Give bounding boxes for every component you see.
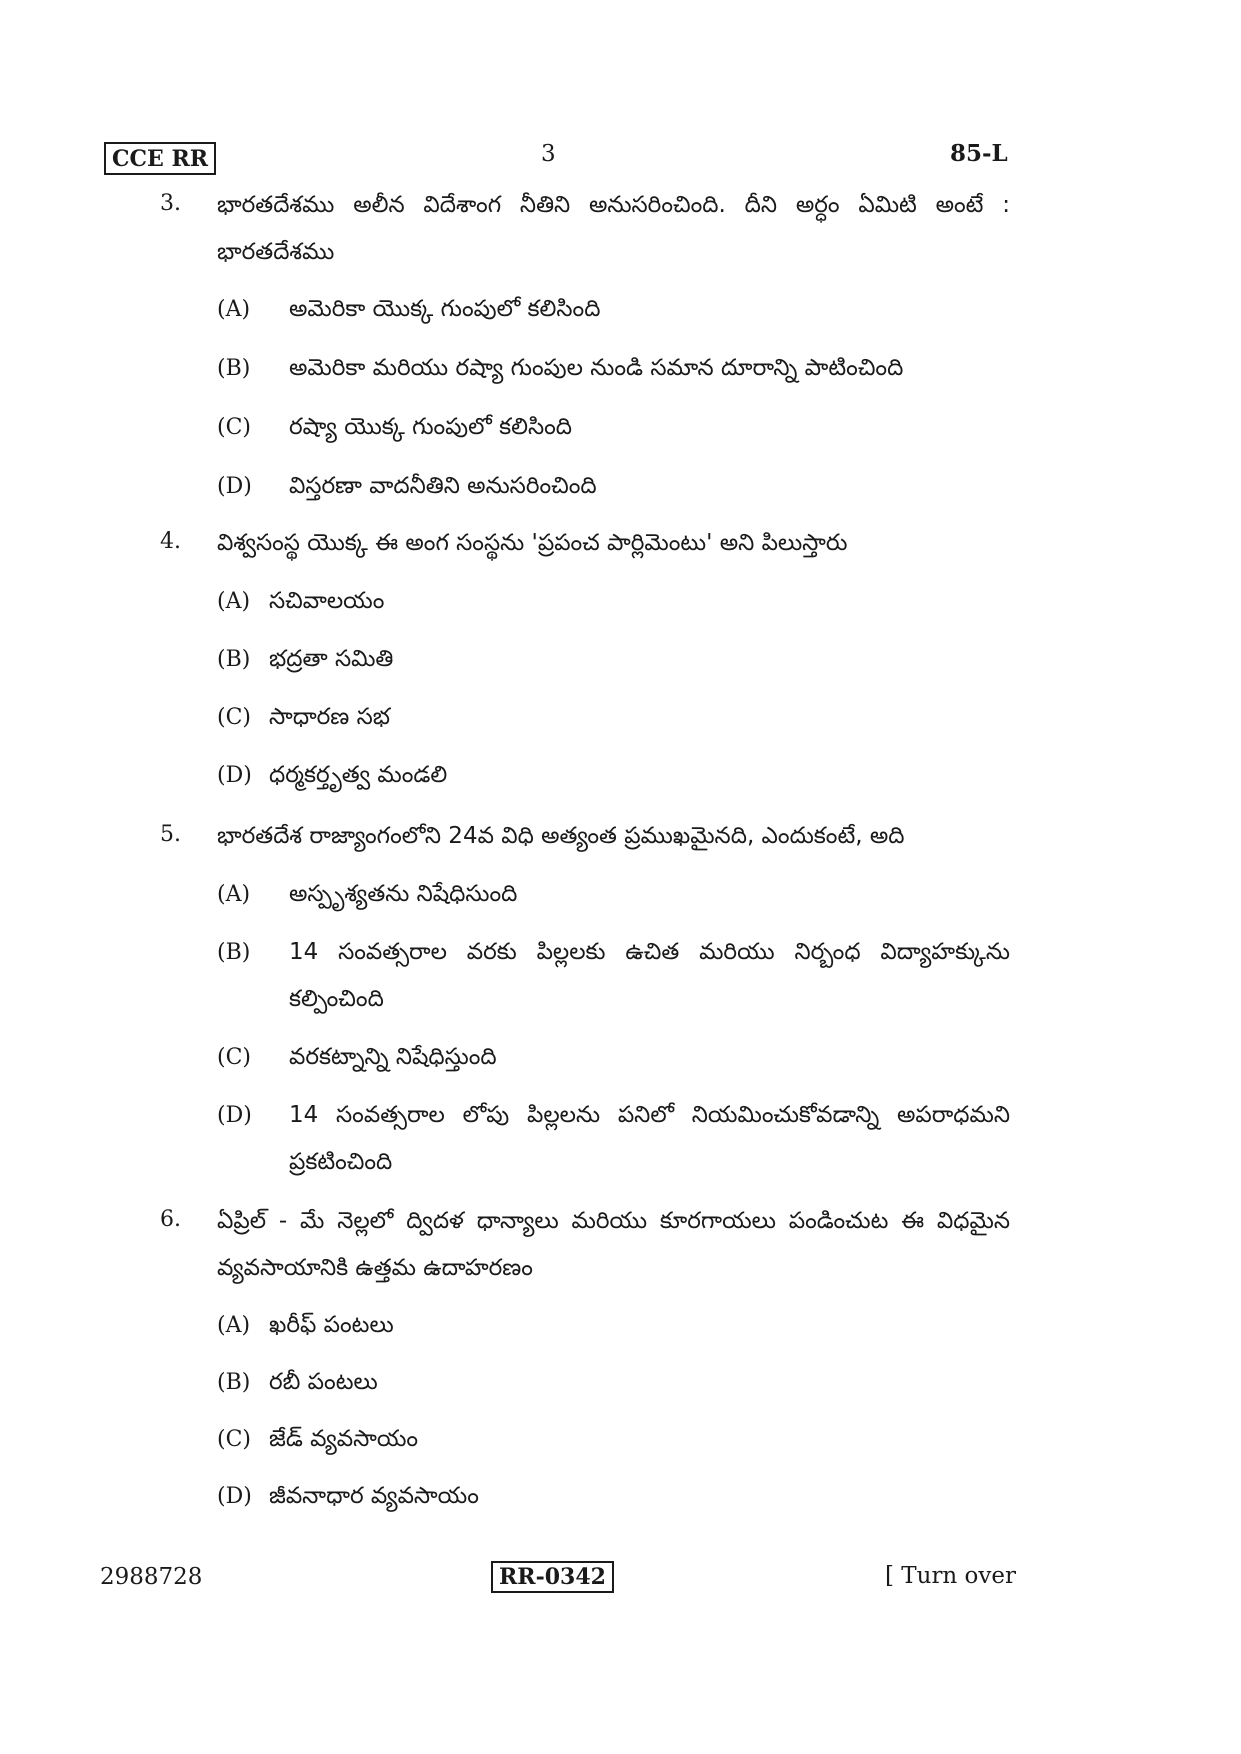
turn-over-note: [ Turn over — [885, 1563, 1017, 1589]
paper-code-box: RR-0342 — [491, 1561, 614, 1593]
option-b — [217, 636, 1010, 683]
option-label: (A) — [217, 297, 251, 322]
option-label: (A) — [217, 1313, 251, 1338]
option-a — [217, 286, 1010, 333]
question-text: భారతదేశ రాజ్యాంగంలోని 24వ విధి అత్యంత ప్రముఖమైనది, ఎందుకంటే, అది — [217, 823, 905, 849]
option-d — [217, 1092, 1010, 1186]
option-text: సాధారణ సభ — [269, 704, 390, 730]
question-text: విశ్వసంస్థ యొక్క ఈ అంగ సంస్థను 'ప్రపంచ పార్లిమెంటు' అని పిలుస్తారు — [217, 530, 848, 556]
option-d — [217, 1473, 1010, 1520]
serial-number: 2988728 — [100, 1564, 203, 1590]
option-text: రబీ పంటలు — [269, 1369, 378, 1395]
question-number: 4. — [160, 529, 181, 554]
question-number: 5. — [160, 822, 181, 847]
option-c — [217, 694, 1010, 741]
option-label: (D) — [217, 1484, 252, 1509]
option-text: భద్రతా సమితి — [269, 646, 394, 672]
option-text: అమెరికా మరియు రష్యా గుంపుల నుండి సమాన దూరాన్ని పాటించింది — [289, 355, 904, 381]
question-6 — [160, 1198, 1010, 1520]
option-c — [217, 404, 1010, 451]
option-d — [217, 463, 1010, 510]
option-text: 14 సంవత్సరాల లోపు పిల్లలను పనిలో నియమించుకోవడాన్ని అపరాధమని ప్రకటించింది — [289, 1102, 1010, 1175]
option-label: (D) — [217, 763, 252, 788]
question-4 — [160, 520, 1010, 799]
option-text: వరకట్నాన్ని నిషేధిస్తుంది — [289, 1044, 497, 1070]
series-code-box: CCE RR — [104, 142, 216, 175]
option-text: అమెరికా యొక్క గుంపులో కలిసింది — [289, 296, 601, 322]
option-text: విస్తరణా వాదనీతిని అనుసరించింది — [289, 473, 597, 499]
option-c — [217, 1034, 1010, 1081]
option-label: (D) — [217, 474, 252, 499]
question-number: 6. — [160, 1207, 181, 1232]
option-text: ధర్మకర్తృత్వ మండలి — [269, 762, 448, 788]
option-b — [217, 1359, 1010, 1406]
option-text: 14 సంవత్సరాల వరకు పిల్లలకు ఉచిత మరియు నిర్బంధ విద్యాహక్కును కల్పించింది — [289, 939, 1010, 1012]
paper-code-header: 85-L — [950, 140, 1008, 167]
option-label: (A) — [217, 882, 251, 907]
option-text: జేడ్ వ్యవసాయం — [269, 1426, 419, 1452]
option-text: ఖరీఫ్ పంటలు — [269, 1312, 394, 1338]
option-label: (C) — [217, 1427, 251, 1452]
question-5 — [160, 813, 1010, 1186]
page-number: 3 — [541, 141, 556, 167]
option-text: రష్యా యొక్క గుంపులో కలిసింది — [289, 414, 573, 440]
option-d — [217, 752, 1010, 799]
option-label: (A) — [217, 589, 251, 614]
option-label: (B) — [217, 356, 251, 381]
option-label: (D) — [217, 1103, 252, 1128]
option-b — [217, 929, 1010, 1023]
option-text: అస్పృశ్యతను నిషేధిసుంది — [289, 881, 518, 907]
option-label: (C) — [217, 415, 251, 440]
option-text: జీవనాధార వ్యవసాయం — [269, 1483, 479, 1509]
option-text: సచివాలయం — [269, 588, 385, 614]
question-text: భారతదేశము అలీన విదేశాంగ నీతిని అనుసరించింది. దీని అర్ధం ఏమిటి అంటే : భారతదేశము — [217, 192, 1010, 265]
option-a — [217, 1302, 1010, 1349]
option-a — [217, 871, 1010, 918]
question-text: ఏప్రిల్ - మే నెల్లలో ద్విదళ ధాన్యాలు మరియు కూరగాయలు పండించుట ఈ విధమైన వ్యవసాయానికి ఉత్తమ ఉదాహరణం — [217, 1208, 1010, 1281]
option-c — [217, 1416, 1010, 1463]
question-number: 3. — [160, 191, 181, 216]
option-label: (B) — [217, 647, 251, 672]
option-label: (B) — [217, 940, 251, 965]
option-label: (C) — [217, 705, 251, 730]
option-b — [217, 345, 1010, 392]
option-a — [217, 578, 1010, 625]
option-label: (C) — [217, 1045, 251, 1070]
option-label: (B) — [217, 1370, 251, 1395]
question-3 — [160, 182, 1010, 510]
